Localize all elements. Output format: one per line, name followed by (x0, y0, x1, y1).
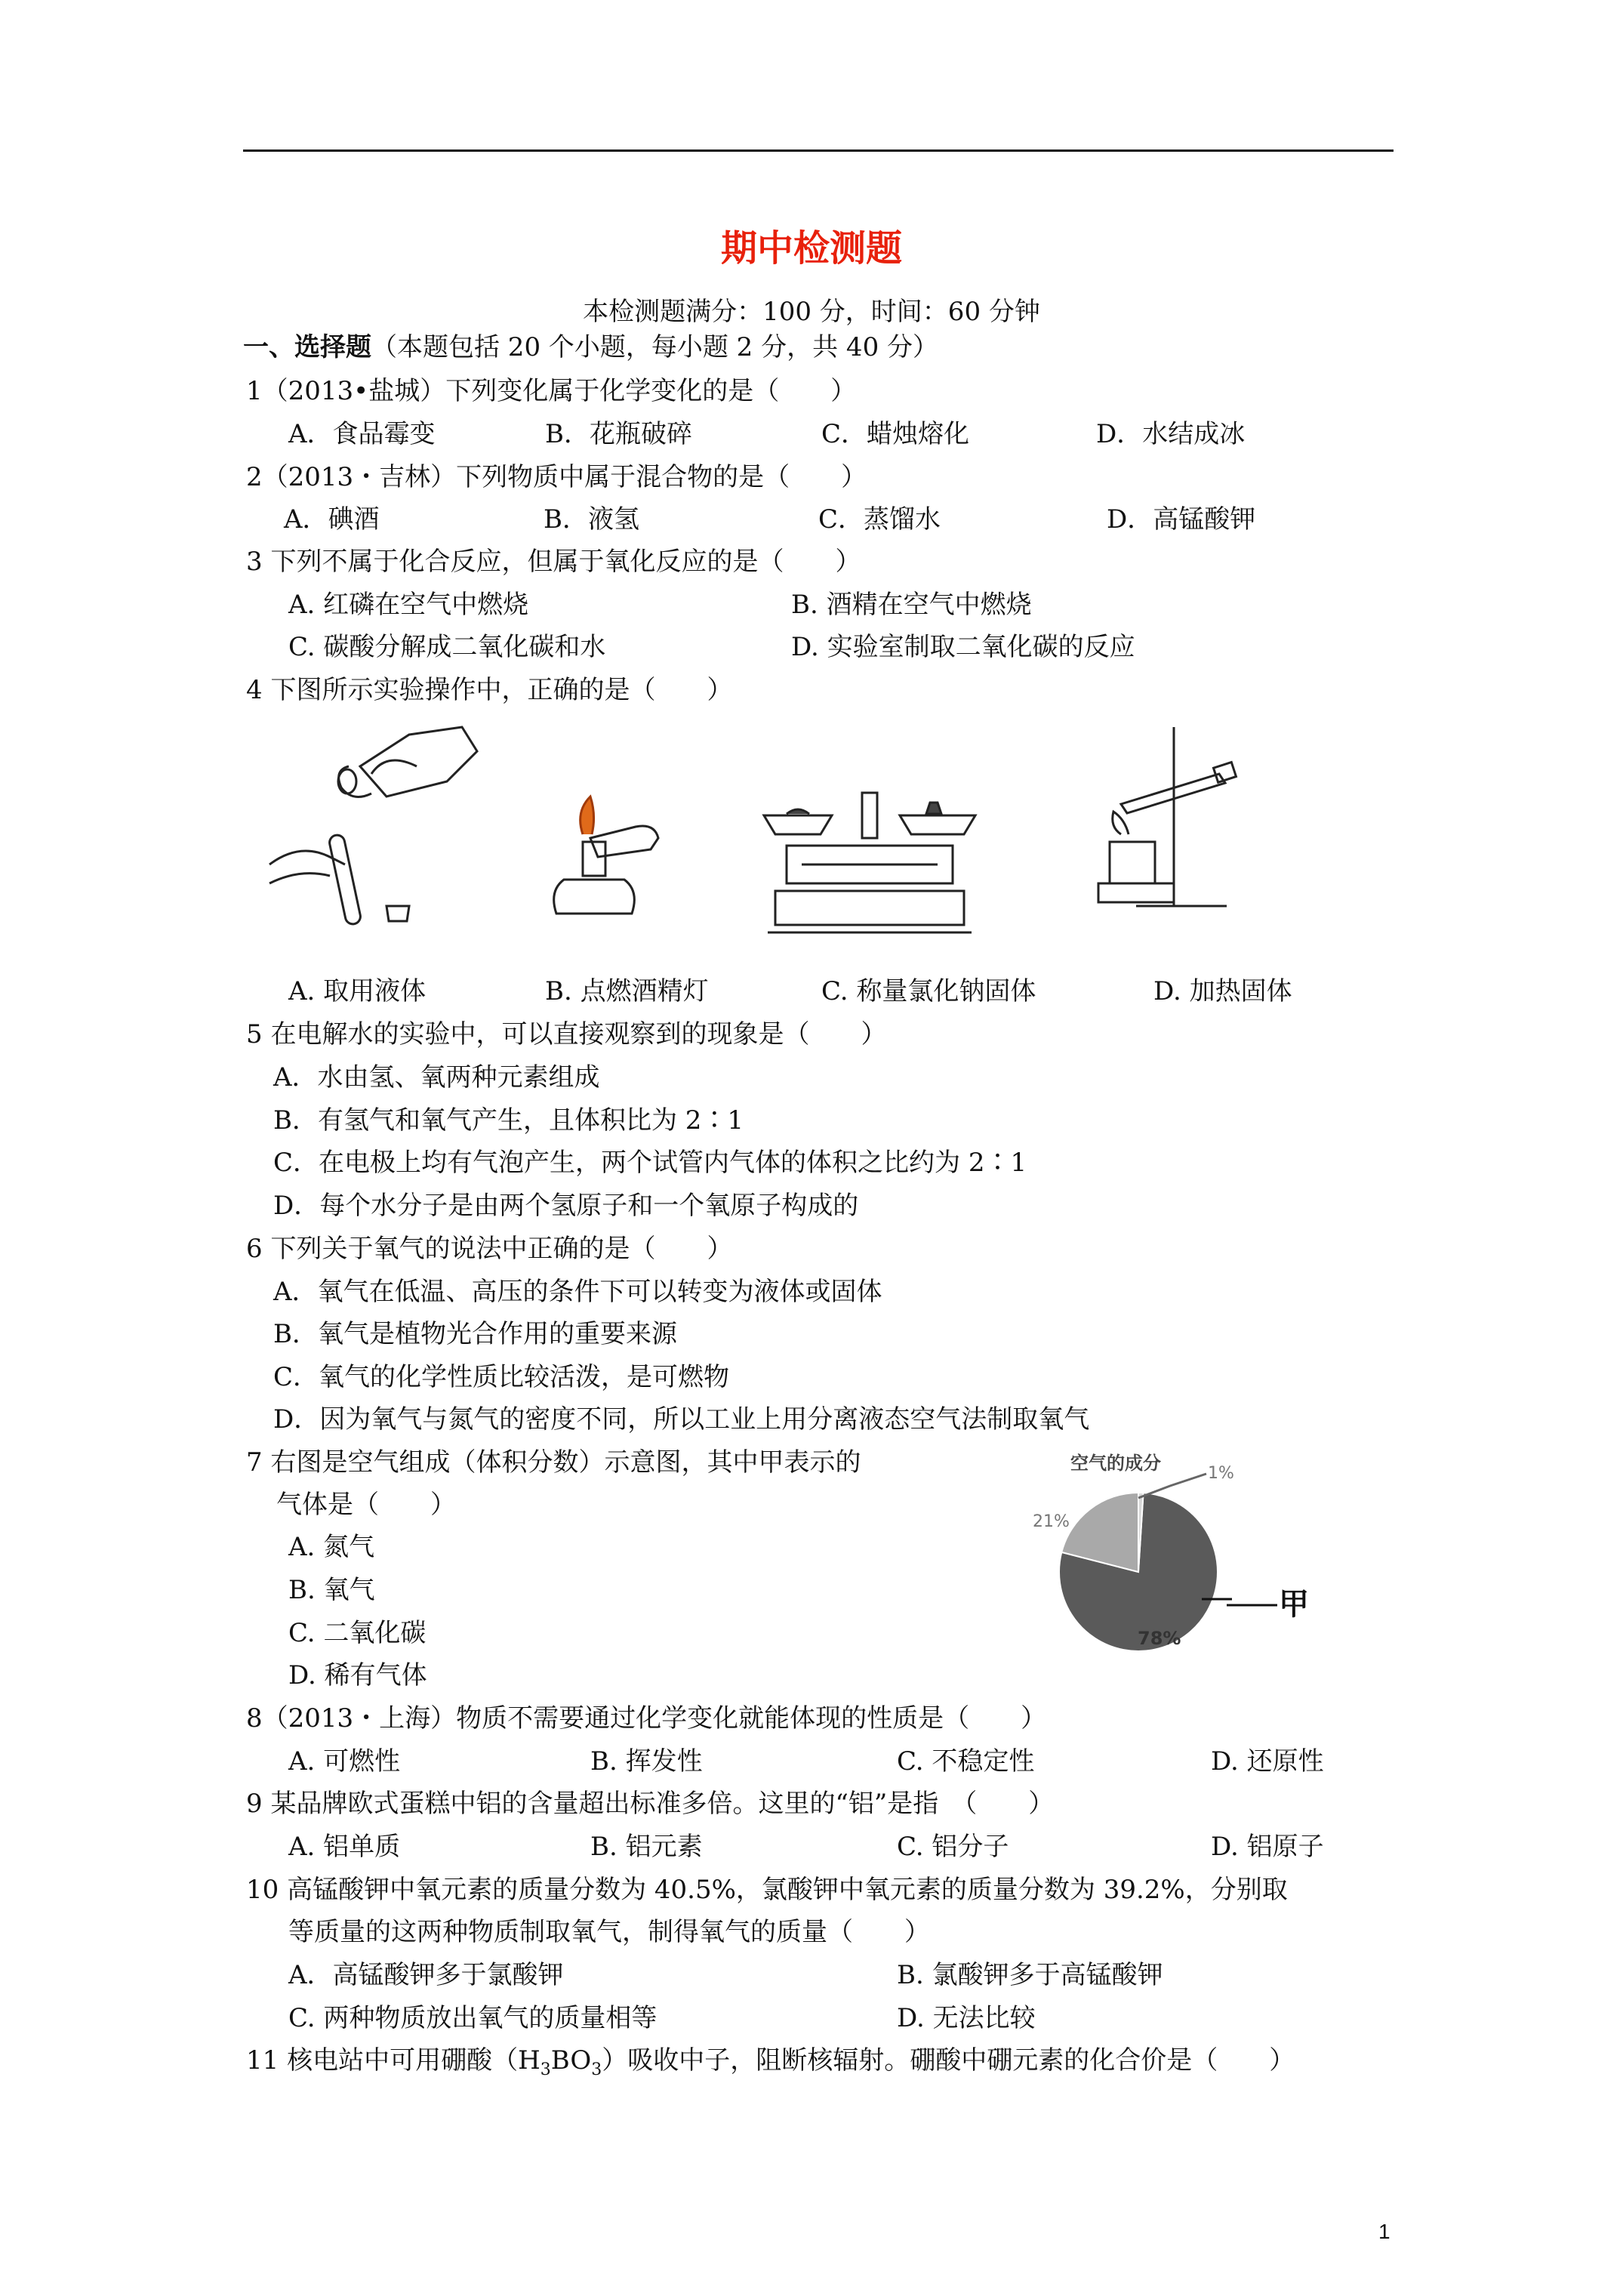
q2-option-a: A．碘酒 (284, 504, 380, 535)
q3-option-c: C. 碳酸分解成二氧化碳和水 (288, 632, 606, 662)
q8-stem: 8（2013・上海）物质不需要通过化学变化就能体现的性质是（ ） (246, 1703, 1047, 1734)
pie-pointer-line (1202, 1599, 1277, 1605)
pie-leader-line-1pct (1138, 1474, 1206, 1498)
liquid-pouring-illustration (266, 721, 492, 940)
q6-option-d: D．因为氧气与氮气的密度不同，所以工业上用分离液态空气法制取氧气 (273, 1404, 1090, 1435)
q9-option-b: B. 铝元素 (590, 1832, 703, 1862)
q10-stem-line2: 等质量的这两种物质制取氧气，制得氧气的质量（ ） (288, 1917, 930, 1947)
q1-option-c: C．蜡烛熔化 (821, 419, 970, 449)
section-heading: 一、选择题（本题包括 20 个小题，每小题 2 分，共 40 分） (243, 332, 939, 362)
q7-option-a: A. 氮气 (288, 1532, 375, 1562)
heating-solid-illustration (1076, 721, 1257, 917)
q6-option-a: A．氧气在低温、高压的条件下可以转变为液体或固体 (273, 1277, 882, 1307)
q5-stem: 5 在电解水的实验中，可以直接观察到的现象是（ ） (246, 1019, 887, 1049)
q10-stem-line1: 10 高锰酸钾中氧元素的质量分数为 40.5%，氯酸钾中氧元素的质量分数为 39.2%，分别取 (246, 1875, 1288, 1905)
q10-option-d: D. 无法比较 (897, 2003, 1036, 2033)
q4-option-a: A. 取用液体 (288, 976, 427, 1006)
pie-pointer-label: 甲 (1279, 1587, 1309, 1622)
pie-label-21: 21% (1033, 1512, 1070, 1531)
q8-option-c: C. 不稳定性 (897, 1746, 1035, 1777)
page-number: 1 (1378, 2220, 1390, 2243)
q3-option-a: A. 红磷在空气中燃烧 (288, 590, 529, 620)
q3-stem: 3 下列不属于化合反应，但属于氧化反应的是（ ） (246, 547, 861, 577)
q7-option-d: D. 稀有气体 (288, 1660, 427, 1690)
q9-option-d: D. 铝原子 (1211, 1832, 1324, 1862)
q2-stem: 2（2013・吉林）下列物质中属于混合物的是（ ） (246, 462, 867, 492)
balance-scale-illustration (756, 785, 983, 940)
q3-option-b: B. 酒精在空气中燃烧 (791, 590, 1032, 620)
q7-stem-line2: 气体是（ ） (276, 1490, 456, 1520)
q2-option-b: B．液氢 (544, 504, 639, 535)
q5-option-c: C．在电极上均有气泡产生，两个试管内气体的体积之比约为 2∶1 (273, 1148, 1027, 1178)
q8-option-d: D. 还原性 (1211, 1746, 1324, 1777)
q8-option-b: B. 挥发性 (590, 1746, 703, 1777)
q3-option-d: D. 实验室制取二氧化碳的反应 (791, 632, 1135, 662)
q7-stem-line1: 7 右图是空气组成（体积分数）示意图，其中甲表示的 (246, 1447, 861, 1478)
pie-label-1: 1% (1208, 1464, 1234, 1483)
q4-option-d: D. 加热固体 (1153, 976, 1292, 1006)
q6-option-b: B．氧气是植物光合作用的重要来源 (273, 1319, 677, 1349)
page-title: 期中检测题 (720, 227, 902, 270)
q10-option-a: A．高锰酸钾多于氯酸钾 (288, 1960, 564, 1990)
q5-option-a: A．水由氢、氧两种元素组成 (273, 1062, 600, 1093)
pie-title: 空气的成分 (1070, 1453, 1161, 1474)
q4-stem: 4 下图所示实验操作中，正确的是（ ） (246, 675, 733, 705)
q6-option-c: C．氧气的化学性质比较活泼，是可燃物 (273, 1362, 730, 1392)
q2-option-d: D．高锰酸钾 (1107, 504, 1256, 535)
header-rule (243, 149, 1394, 152)
exam-info: 本检测题满分：100 分，时间：60 分钟 (583, 297, 1040, 327)
q4-option-c: C. 称量氯化钠固体 (821, 976, 1036, 1006)
q1-stem: 1（2013•盐城）下列变化属于化学变化的是（ ） (246, 376, 857, 406)
q7-option-b: B. 氧气 (288, 1575, 375, 1605)
q1-option-b: B．花瓶破碎 (545, 419, 692, 449)
alcohol-lamp-lighting-illustration (537, 781, 666, 932)
q1-option-d: D．水结成冰 (1096, 419, 1246, 449)
q1-option-a: A．食品霉变 (288, 419, 436, 449)
q8-option-a: A. 可燃性 (288, 1746, 401, 1777)
q2-option-c: C．蒸馏水 (818, 504, 941, 535)
q4-option-b: B. 点燃酒精灯 (545, 976, 709, 1006)
q11-stem: 11 核电站中可用硼酸$(H_3BO_3)$吸收中子，阻断核辐射。硼酸中硼元素的化合价是（ ） (246, 2045, 1295, 2079)
q6-stem: 6 下列关于氧气的说法中正确的是（ ） (246, 1234, 733, 1264)
air-composition-pie-chart (1027, 1442, 1344, 1691)
q10-option-c: C. 两种物质放出氧气的质量相等 (288, 2003, 658, 2033)
q10-option-b: B. 氯酸钾多于高锰酸钾 (897, 1960, 1163, 1990)
pie-label-78: 78% (1138, 1628, 1181, 1649)
q5-option-d: D．每个水分子是由两个氢原子和一个氧原子构成的 (273, 1191, 859, 1221)
q7-option-c: C. 二氧化碳 (288, 1618, 427, 1648)
q5-option-b: B．有氢气和氧气产生，且体积比为 2∶1 (273, 1105, 744, 1136)
q9-stem: 9 某品牌欧式蛋糕中铝的含量超出标准多倍。这里的“铝”是指 （ ） (246, 1789, 1055, 1819)
q9-option-c: C. 铝分子 (897, 1832, 1009, 1862)
q9-option-a: A. 铝单质 (288, 1832, 401, 1862)
